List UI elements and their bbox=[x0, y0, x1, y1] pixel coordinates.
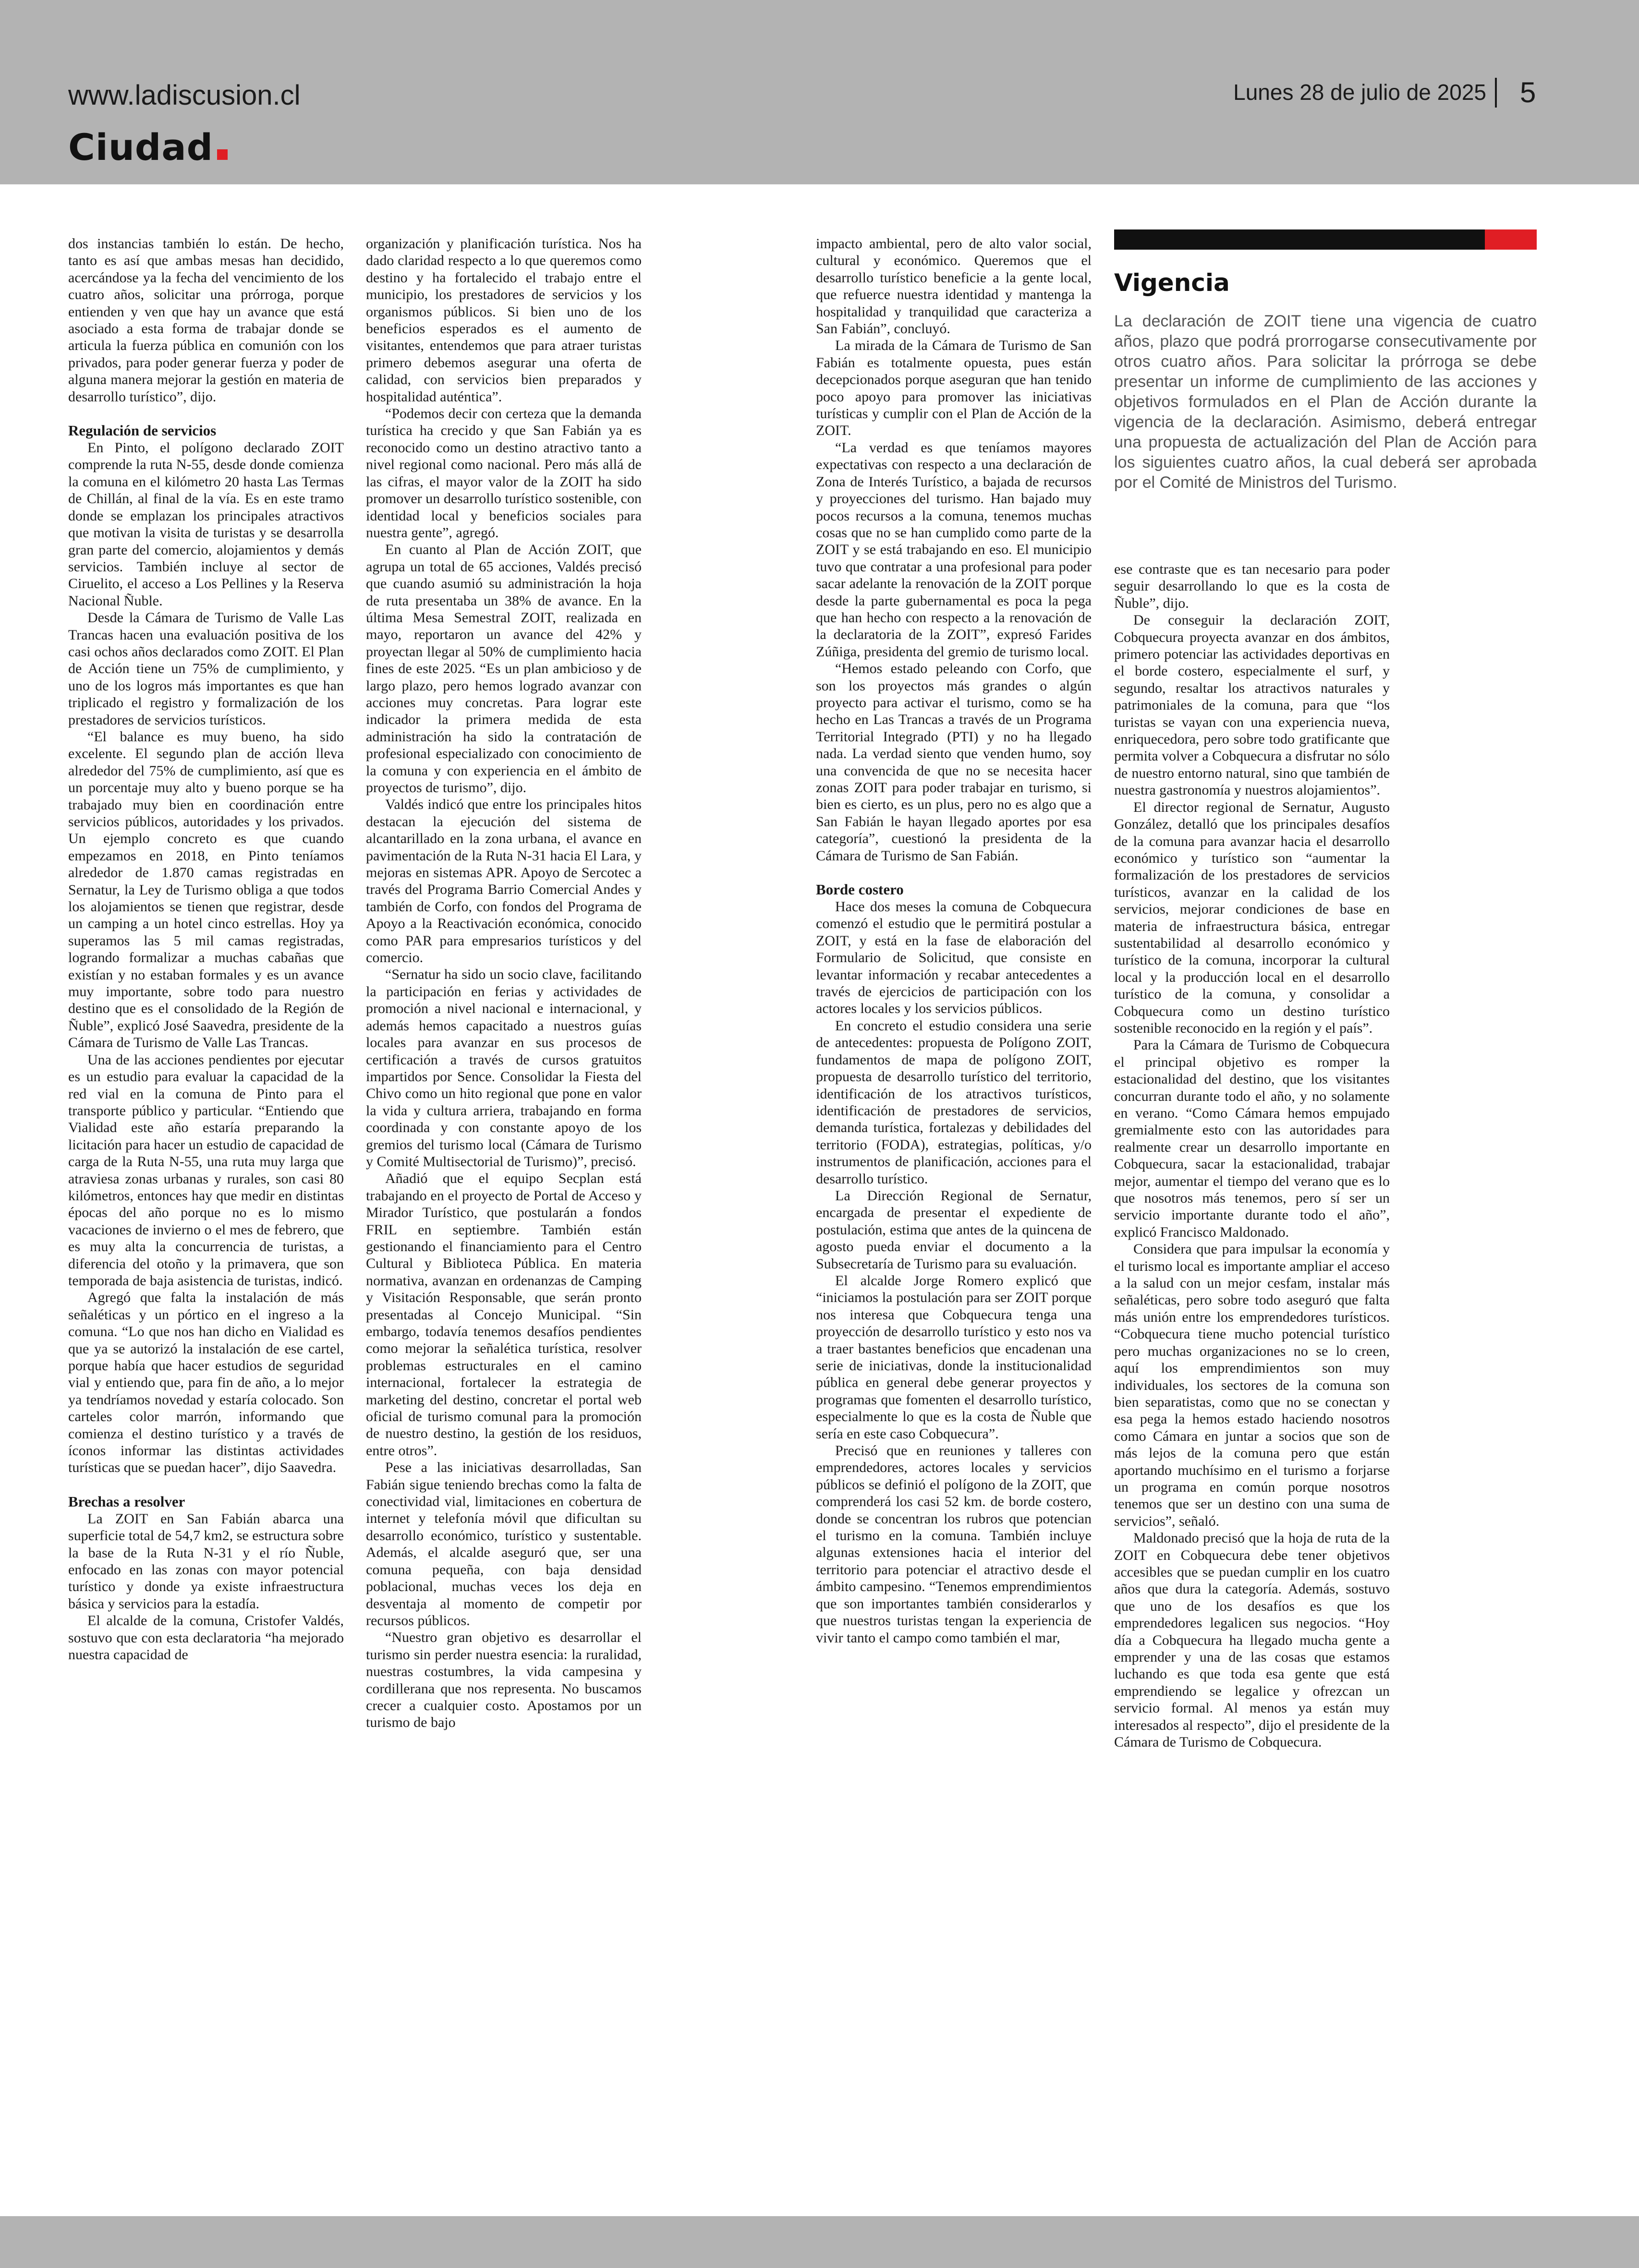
article-paragraph: Desde la Cámara de Turismo de Valle Las Trancas hacen una evaluación positiva de los casi ochos años declarados como ZOIT. El Plan de Acción tiene un 75% de cumplimiento, y uno de los logros más importantes es que han triplicado el registro y formalización de los prestadores de servicios turísticos. bbox=[68, 610, 344, 728]
article-paragraph: Maldonado precisó que la hoja de ruta de la ZOIT en Cobquecura debe tener objetivos accesibles que se puedan cumplir en los cuatro años que dura la categoría. Además, sostuvo que uno de los desafíos es que los emprendedores legalicen sus negocios. “Hoy día a Cobquecura ha llegado mucha gente a emprender y una de las cosas que estamos luchando es que toda esa gente que está emprendiendo se legalice y ofrezcan un servicio formal. Al menos ya están muy interesados al respecto”, dijo el presidente de la Cámara de Turismo de Cobquecura. bbox=[1114, 1530, 1390, 1750]
red-dot-mark bbox=[217, 149, 228, 160]
article-paragraph: En Pinto, el polígono declarado ZOIT comprende la ruta N-55, desde donde comienza la comuna en el kilómetro 20 hasta Las Termas de Chillán, al final de la vía. Es en este tramo donde se emplazan los principales atractivos que motivan la visita de turistas y se desarrolla gran parte del comercio, alojamientos y demás servicios. También incluye al sector de Ciruelito, el acceso a Los Pellines y la Reserva Nacional Ñuble. bbox=[68, 440, 344, 609]
sidebar-rule-accent bbox=[1485, 229, 1537, 250]
page-number: 5 bbox=[1520, 76, 1536, 109]
article-paragraph: La ZOIT en San Fabián abarca una superficie total de 54,7 km2, se estructura sobre la base de la Ruta N-31 y el río Ñuble, enfocado en las zonas con mayor potencial turístico y donde ya existe infraestructura básica y servicios para la estadía. bbox=[68, 1510, 344, 1612]
subheading: Borde costero bbox=[816, 881, 904, 898]
sidebar-body: La declaración de ZOIT tiene una vigencia de cuatro años, plazo que podrá prorrogarse consecutivamente por otros cuatro años. Para solicitar la prórroga se debe presentar un informe de cumplimiento de las acciones y objetivos formulados en el Plan de Acción durante la vigencia de la declaración. Asimismo, deberá entregar una propuesta de actualización del Plan de Acción para los siguientes cuatro años, la cual deberá ser aprobada por el Comité de Ministros del Turismo. bbox=[1114, 312, 1537, 492]
sidebar-rule bbox=[1114, 229, 1537, 250]
article-paragraph: organización y planificación turística. Nos ha dado claridad respecto a lo que queremos como destino y ha fortalecido el trabajo entre el municipio, los prestadores de servicios y los organismos públicos. Si bien uno de los beneficios esperados es el aumento de visitantes, entendemos que para atraer turistas primero debemos asegurar una oferta de calidad, con servicios bien preparados y hospitalidad auténtica”. bbox=[366, 236, 642, 405]
article-column-3 bbox=[816, 235, 1092, 2208]
article-paragraph: ese contraste que es tan necesario para poder seguir desarrollando lo que es la costa de Ñuble”, dijo. bbox=[1114, 561, 1390, 611]
article-column-2 bbox=[366, 235, 642, 2208]
issue-date: Lunes 28 de julio de 2025 bbox=[1233, 80, 1486, 105]
header-divider bbox=[1495, 78, 1497, 108]
page-header bbox=[0, 0, 1639, 184]
section-title bbox=[68, 126, 228, 169]
article-paragraph: “La verdad es que teníamos mayores expectativas con respecto a una declaración de Zona de Interés Turístico, a bajada de recursos y proyecciones del turismo. Han bajado muy pocos recursos a la comuna, tenemos muchas cosas que no se han cumplido como parte de la ZOIT y se está trabajando en eso. El municipio tuvo que contratar a una profesional para poder sacar adelante la renovación de la ZOIT porque desde la parte gubernamental es poca la pega que han hecho con respecto a la renovación de la declaratoria de la ZOIT”, expresó Farides Zúñiga, presidenta del gremio de turismo local. bbox=[816, 439, 1092, 660]
article-paragraph: Para la Cámara de Turismo de Cobquecura el principal objetivo es romper la estacionalidad del destino, que los visitantes concurran durante todo el año, y no solamente en verano. “Como Cámara hemos empujado gremialmente esto con las autoridades para realmente crear un desarrollo importante en Cobquecura, sacar la estacionalidad, trabajar mejor, aumentar el tiempo del verano que es lo que nosotros más tenemos, pero sí ser un servicio importante durante todo el año”, explicó Francisco Maldonado. bbox=[1114, 1037, 1390, 1240]
article-paragraph: Agregó que falta la instalación de más señaléticas y un pórtico en el ingreso a la comuna. “Lo que nos han dicho en Vialidad es que ya se autorizó la instalación de ese cartel, porque había que hacer estudios de seguridad vial y entiendo que, para fin de año, a lo mejor ya tendríamos novedad y estaría colocado. Son carteles color marrón, informando que comienza el destino turístico y a través de íconos informar las distintas actividades turísticas que se puedan hacer”, dijo Saavedra. bbox=[68, 1290, 344, 1476]
article-paragraph: “Sernatur ha sido un socio clave, facilitando la participación en ferias y actividades de promoción a nivel nacional e internacional, y además hemos capacitado a nuestros guías locales para avanzar en sus procesos de certificación a través de cursos gratuitos impartidos por Sence. Consolidar la Fiesta del Chivo como un hito regional que pone en valor la vida y cultura arriera, trabajando en forma coordinada y con constante apoyo de los gremios del turismo local (Cámara de Turismo y Comité Multisectorial de Turismo)”, precisó. bbox=[366, 966, 642, 1170]
article-paragraph: “El balance es muy bueno, ha sido excelente. El segundo plan de acción lleva alrededor del 75% de cumplimiento, así que es un porcentaje muy alto y bueno porque se ha trabajado muy bien en coordinación entre servicios públicos, autoridades y los privados. Un ejemplo concreto es que cuando empezamos en 2018, en Pinto teníamos alrededor de 1.870 camas registradas en Sernatur, la Ley de Turismo obliga a que todos los alojamientos se tienen que registrar, desde un camping a un hotel cinco estrellas. Hoy ya superamos las 5 mil camas registradas, logrando formalizar a muchas cabañas que existían y no estaban formales y es un avance muy importante, sobre todo para nuestro destino que es el consolidado de la Región de Ñuble”, explicó José Saavedra, presidente de la Cámara de Turismo de Valle Las Trancas. bbox=[68, 728, 344, 1051]
article-paragraph: “Nuestro gran objetivo es desarrollar el turismo sin perder nuestra esencia: la ruralidad, nuestras costumbres, la vida campesina y cordillerana que nos representa. No buscamos crecer a cualquier costo. Apostamos por un turismo de bajo bbox=[366, 1629, 642, 1731]
article-paragraph: En cuanto al Plan de Acción ZOIT, que agrupa un total de 65 acciones, Valdés precisó que cuando asumió su administración la hoja de ruta presentaba un 38% de avance. En la última Mesa Semestral ZOIT, realizada en mayo, reportaron un avance del 42% y proyectan llegar al 50% de cumplimiento hacia fines de este 2025. “Es un plan ambicioso y de largo plazo, pero hemos logrado avanzar con acciones muy concretas. Para lograr este indicador la primera medida de esta administración ha sido la contratación de profesional especializado con conocimiento de la comuna y con experiencia en el ámbito de proyectos de turismo”, dijo. bbox=[366, 542, 642, 796]
article-paragraph: Precisó que en reuniones y talleres con emprendedores, actores locales y servicios públicos se definió el polígono de la ZOIT, que comprenderá los casi 52 km. de borde costero, donde se concentran los rubros que potencian el turismo en la comuna. También incluye algunas extensiones hacia el interior del territorio para potenciar el atractivo desde el ámbito campesino. “Tenemos emprendimientos que son importantes también considerarlos y que nuestros turistas tengan la experiencia de vivir tanto el campo como también el mar, bbox=[816, 1443, 1092, 1646]
article-paragraph: dos instancias también lo están. De hecho, tanto es así que ambas mesas han decidido, acercándose ya la fecha del vencimiento de los cuatro años, solicitar una prórroga, porque entienden y ven que hay un avance que está asociado a esta forma de trabajar donde se articula la fuerza pública en comunión con los privados, para poder generar fuerza y poder de alguna manera mejorar la gestión en materia de desarrollo turístico”, dijo. bbox=[68, 236, 344, 405]
article-paragraph: Valdés indicó que entre los principales hitos destacan la ejecución del sistema de alcantarillado en la zona urbana, el avance en pavimentación de la Ruta N-31 hacia El Lara, y mejoras en sistemas APR. Apoyo de Sercotec a través del Programa Barrio Comercial Andes y también de Corfo, con fondos del Programa de Apoyo a la Reactivación económica, conocido como PAR para empresarios turísticos y del comercio. bbox=[366, 796, 642, 966]
article-paragraph: La Dirección Regional de Sernatur, encargada de presentar el expediente de postulación, estima que antes de la quincena de agosto pueda enviar el documento a la Subsecretaría de Turismo para su evaluación. bbox=[816, 1187, 1092, 1272]
sidebar-title: Vigencia bbox=[1114, 269, 1230, 297]
article-paragraph: Hace dos meses la comuna de Cobquecura comenzó el estudio que le permitirá postular a ZOIT, y está en la fase de elaboración del Formulario de Solicitud, que consiste en levantar información y recabar antecedentes a través de ejercicios de participación con los actores locales y los servicios públicos. bbox=[816, 899, 1092, 1017]
article-paragraph: El alcalde de la comuna, Cristofer Valdés, sostuvo que con esta declaratoria “ha mejorado nuestra capacidad de bbox=[68, 1613, 344, 1663]
article-paragraph: Considera que para impulsar la economía y el turismo local es importante ampliar el acceso a la salud con un mejor cesfam, instalar más señaléticas, pero sobre todo aseguró que falta más unión entre los emprendedores turísticos. “Cobquecura tiene mucho potencial turístico pero muchas organizaciones no se lo creen, aquí los emprendimientos son muy individuales, los sectores de la comuna son bien separatistas, como que no se conectan y esa pega la hemos estado haciendo nosotros como Cámara en juntar a socios que son de más lejos de la comuna pero que están aportando muchísimo en el turismo a forjarse un programa en común porque nosotros tenemos que ser un destino con una suma de servicios”, señaló. bbox=[1114, 1241, 1390, 1529]
article-column-1 bbox=[68, 235, 344, 2208]
page-footer bbox=[0, 2216, 1639, 2268]
article-paragraph: La mirada de la Cámara de Turismo de San Fabián es totalmente opuesta, pues están decepcionados porque aseguran que han tenido poco apoyo para promover las iniciativas turísticas y cumplir con el Plan de Acción de la ZOIT. bbox=[816, 338, 1092, 439]
article-paragraph: El director regional de Sernatur, Augusto González, detalló que los principales desafíos de la comuna para avanzar hacia el desarrollo económico y turístico son “aumentar la formalización de los prestadores de servicios turísticos, avanzar en la calidad de los servicios, mejorar condiciones de base en materia de infraestructura básica, entregar sustentabilidad al desarrollo económico y turístico de la comuna, incorporar la cultural local y la producción local en el desarrollo turístico de la comuna, y consolidar a Cobquecura como un destino turístico sostenible reconocido en la región y el país”. bbox=[1114, 799, 1390, 1036]
sidebar-box bbox=[1114, 229, 1537, 493]
article-paragraph: Añadió que el equipo Secplan está trabajando en el proyecto de Portal de Acceso y Mirador Turístico, que postularán a fondos FRIL en septiembre. También están gestionando el financiamiento para el Centro Cultural y Biblioteca Pública. En materia normativa, avanzan en ordenanzas de Camping y Visitación Responsable, que serán pronto presentadas al Concejo Municipal. “Sin embargo, todavía tenemos desafíos pendientes como mejorar la señalética turística, resolver problemas estructurales en el camino internacional, fortalecer la estrategia de marketing del destino, concretar el portal web oficial de turismo comunal para la promoción de nuestro destino, la gestión de los residuos, entre otros”. bbox=[366, 1170, 642, 1459]
section-name: Ciudad bbox=[68, 126, 214, 169]
article-paragraph: En concreto el estudio considera una serie de antecedentes: propuesta de Polígono ZOIT, fundamentos de mapa de polígono ZOIT, propuesta de desarrollo turístico del territorio, identificación de los atractivos turísticos, identificación de prestadores de servicios, demanda turística, fortalezas y debilidades del territorio (FODA), estrategias, políticas, y/o instrumentos de planificación, acciones para el desarrollo turístico. bbox=[816, 1017, 1092, 1187]
article-paragraph: Una de las acciones pendientes por ejecutar es un estudio para evaluar la capacidad de la red vial en la comuna de Pinto para el transporte público y particular. “Entiendo que Vialidad este año estaría preparando la licitación para hacer un estudio de capacidad de carga de la Ruta N-55, una ruta muy larga que atraviesa zonas urbanas y rurales, son casi 80 kilómetros, entonces hay que medir en distintas épocas del año porque no es lo mismo vacaciones de invierno o el mes de febrero, que es muy alta la concurrencia de turistas, a diferencia del otoño y la primavera, que son temporada de baja asistencia de turistas, indicó. bbox=[68, 1051, 344, 1289]
article-paragraph: El alcalde Jorge Romero explicó que “iniciamos la postulación para ser ZOIT porque nos interesa que Cobquecura tenga una proyección de desarrollo turístico y esto nos va a traer bastantes beneficios que encadenan una serie de iniciativas, donde la institucionalidad pública en general debe generar proyectos y programas que fomenten el desarrollo turístico, especialmente lo que es la costa de Ñuble que sería en este caso Cobquecura”. bbox=[816, 1272, 1092, 1442]
article-paragraph: impacto ambiental, pero de alto valor social, cultural y económico. Queremos que el desarrollo turístico beneficie a la gente local, que refuerce nuestra identidad y mantenga la hospitalidad y tranquilidad que caracteriza a San Fabián”, concluyó. bbox=[816, 236, 1092, 337]
subheading: Brechas a resolver bbox=[68, 1493, 185, 1510]
article-column-4 bbox=[1114, 561, 1390, 2212]
article-paragraph: “Hemos estado peleando con Corfo, que son los proyectos más grandes o algún proyecto para activar el turismo, como se ha hecho en Las Trancas a través de un Programa Territorial Integrado (PTI) y no ha llegado nada. La verdad siento que venden humo, soy una convencida de que no se necesita hacer zonas ZOIT para poder trabajar en turismo, si bien es cierto, es un plus, pero no es algo que a San Fabián le hayan llegado aportes por esa categoría”, cuestionó la presidenta de la Cámara de Turismo de San Fabián. bbox=[816, 661, 1092, 864]
site-url[interactable]: www.ladiscusion.cl bbox=[68, 80, 301, 111]
subheading: Regulación de servicios bbox=[68, 422, 217, 439]
article-paragraph: “Podemos decir con certeza que la demanda turística ha crecido y que San Fabián ya es reconocido como un destino atractivo tanto a nivel regional como nacional. Pero más allá de las cifras, el mayor valor de la ZOIT ha sido promover un desarrollo turístico sostenible, con identidad local y beneficios sociales para nuestra gente”, agregó. bbox=[366, 406, 642, 541]
article-paragraph: Pese a las iniciativas desarrolladas, San Fabián sigue teniendo brechas como la falta de conectividad vial, limitaciones en cobertura de internet y telefonía móvil que dificultan su desarrollo económico, turístico y sustentable. Además, el alcalde aseguró que, ser una comuna pequeña, con baja densidad poblacional, muchas veces los deja en desventaja al momento de competir por recursos públicos. bbox=[366, 1460, 642, 1629]
article-paragraph: De conseguir la declaración ZOIT, Cobquecura proyecta avanzar en dos ámbitos, primero potenciar las actividades deportivas en el borde costero, especialmente el surf, y segundo, resaltar los atractivos naturales y patrimoniales de la comuna, para que “los turistas se vayan con una experiencia nueva, enriquecedora, pero sobre todo gratificante que permita volver a Cobquecura a disfrutar no sólo de nuestro entorno natural, sino que también de nuestra gastronomía y nuestros alojamientos”. bbox=[1114, 612, 1390, 798]
